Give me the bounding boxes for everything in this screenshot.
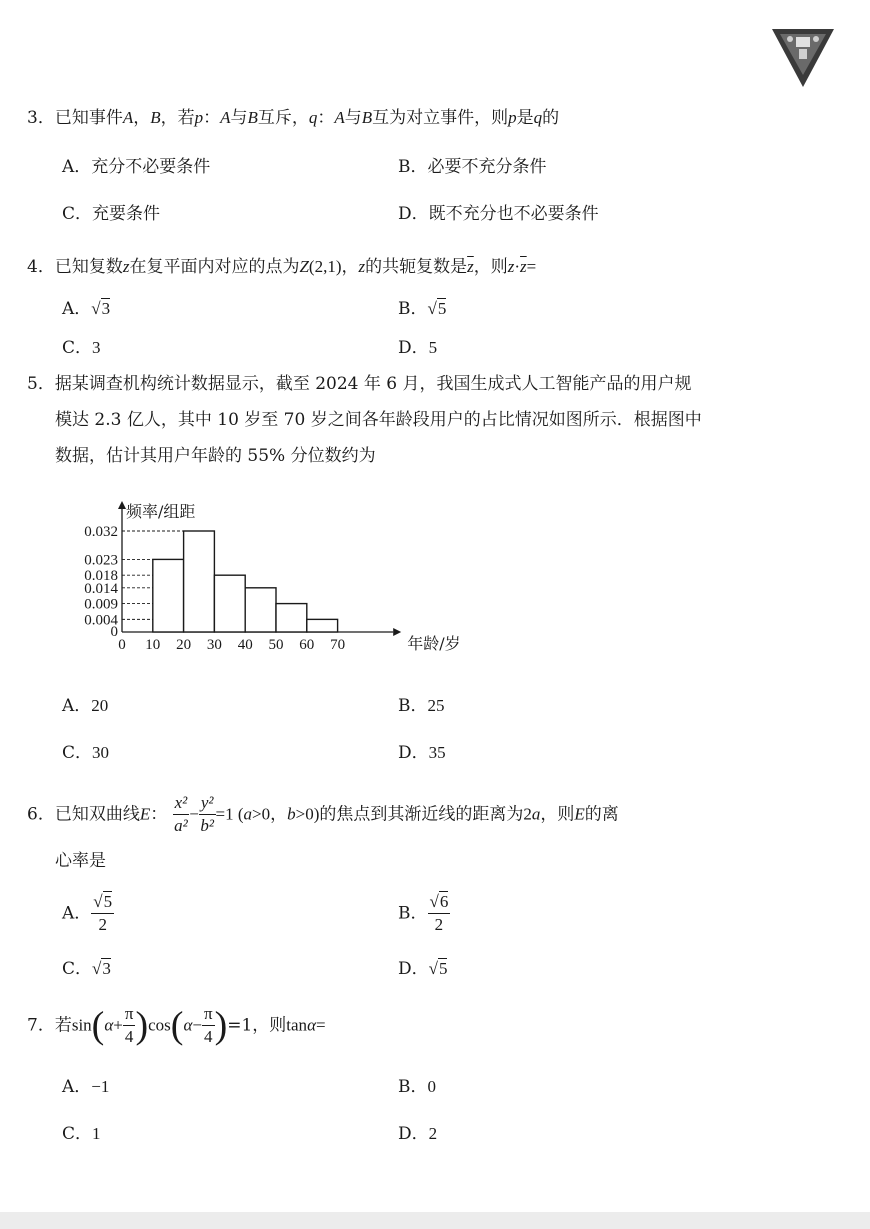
- y-axis-arrow: [118, 501, 126, 509]
- x-tick-label: 30: [206, 637, 222, 653]
- q7-option-c: C．1: [62, 1124, 101, 1144]
- q7-option-b: B．0: [398, 1077, 436, 1097]
- q6-option-a: A． $\frac{√5}{2}$: [62, 892, 113, 935]
- x-tick-label: 0: [118, 637, 126, 653]
- q6-option-c: C．√3: [62, 959, 111, 979]
- histogram-bar: [276, 604, 307, 632]
- q5-option-d: D．35: [398, 743, 446, 763]
- x-tick-label: 60: [299, 637, 315, 653]
- question-7-stem: 7．若sin(α+ $\frac{\pi}{4}$ )cos(α− $\frac{\pi}{4}$ )=1，则tanα=: [27, 1004, 326, 1047]
- y-tick-label: 0.032: [84, 524, 118, 540]
- question-5-line-2: 模达 2.3 亿人，其中 10 岁至 70 岁之间各年龄段用户的占比情况如图所示．根据图中: [55, 410, 702, 430]
- question-6-stem: 6．已知双曲线E： $\frac{\text{x²}}{\text{a²}}$ − $\frac{\text{y²}}{\text{b²}}$ =1 (a>0，b>0)的焦点到其渐近线的距离为2a，则E的离: [27, 793, 619, 836]
- emblem-triangle-icon: [770, 25, 836, 89]
- q3-option-d: D．既不充分也不必要条件: [398, 204, 599, 224]
- age-frequency-histogram: [60, 495, 461, 665]
- x-tick-label: 50: [268, 637, 284, 653]
- question-5-line-1: 5．据某调查机构统计数据显示，截至 2024 年 6 月，我国生成式人工智能产品的用户规: [27, 374, 692, 394]
- q7-option-d: D．2: [398, 1124, 438, 1144]
- x-tick-label: 40: [237, 637, 253, 653]
- histogram-bar: [307, 619, 338, 632]
- q5-option-b: B．25: [398, 696, 445, 716]
- question-4-stem: 4．已知复数z在复平面内对应的点为Z(2,1)，z的共轭复数是$\overline{z}$，则$z\cdot\overline{z}=$: [27, 257, 537, 277]
- histogram-bar: [153, 559, 184, 632]
- y-tick-label: 0.009: [84, 596, 118, 613]
- q4-option-c: C．3: [62, 338, 101, 358]
- x-tick-label: 10: [145, 637, 161, 653]
- y-tick-label: 0.023: [84, 552, 118, 569]
- x-tick-label: 70: [330, 637, 346, 653]
- q4-option-b: B．√5: [398, 299, 447, 319]
- y-tick-label: 0.004: [84, 612, 118, 629]
- q3-option-a: A．充分不必要条件: [62, 157, 211, 177]
- q5-option-a: A．20: [62, 696, 109, 716]
- y-axis-label: 频率/组距: [126, 502, 196, 521]
- q7-option-a: A．−1: [62, 1077, 110, 1097]
- question-3-stem: 3．已知事件A，B，若p：A与B互斥，q：A与B互为对立事件，则p是q的: [27, 108, 560, 128]
- q4-option-a: A．√3: [62, 299, 111, 319]
- q5-option-c: C．30: [62, 743, 110, 763]
- q4-option-d: D．5: [398, 338, 438, 358]
- x-axis-arrow: [393, 628, 401, 636]
- question-5-line-3: 数据，估计其用户年龄的 55% 分位数约为: [55, 446, 376, 466]
- q6-option-d: D．√5: [398, 959, 448, 979]
- histogram-bar: [245, 588, 276, 632]
- y-tick-label: 0: [110, 624, 118, 640]
- page-bottom-edge: [0, 1212, 870, 1229]
- x-tick-label: 20: [176, 637, 192, 653]
- y-tick-label: 0.014: [84, 580, 118, 597]
- q3-option-b: B．必要不充分条件: [398, 157, 547, 177]
- question-6-line-2: 心率是: [55, 851, 106, 871]
- histogram-bar: [214, 575, 245, 632]
- x-axis-label: 年龄/岁: [407, 634, 461, 653]
- q6-option-b: B． $\frac{√6}{2}$: [398, 892, 449, 935]
- q3-option-c: C．充要条件: [62, 204, 161, 224]
- histogram-bar: [184, 531, 215, 632]
- y-tick-label: 0.018: [84, 568, 118, 585]
